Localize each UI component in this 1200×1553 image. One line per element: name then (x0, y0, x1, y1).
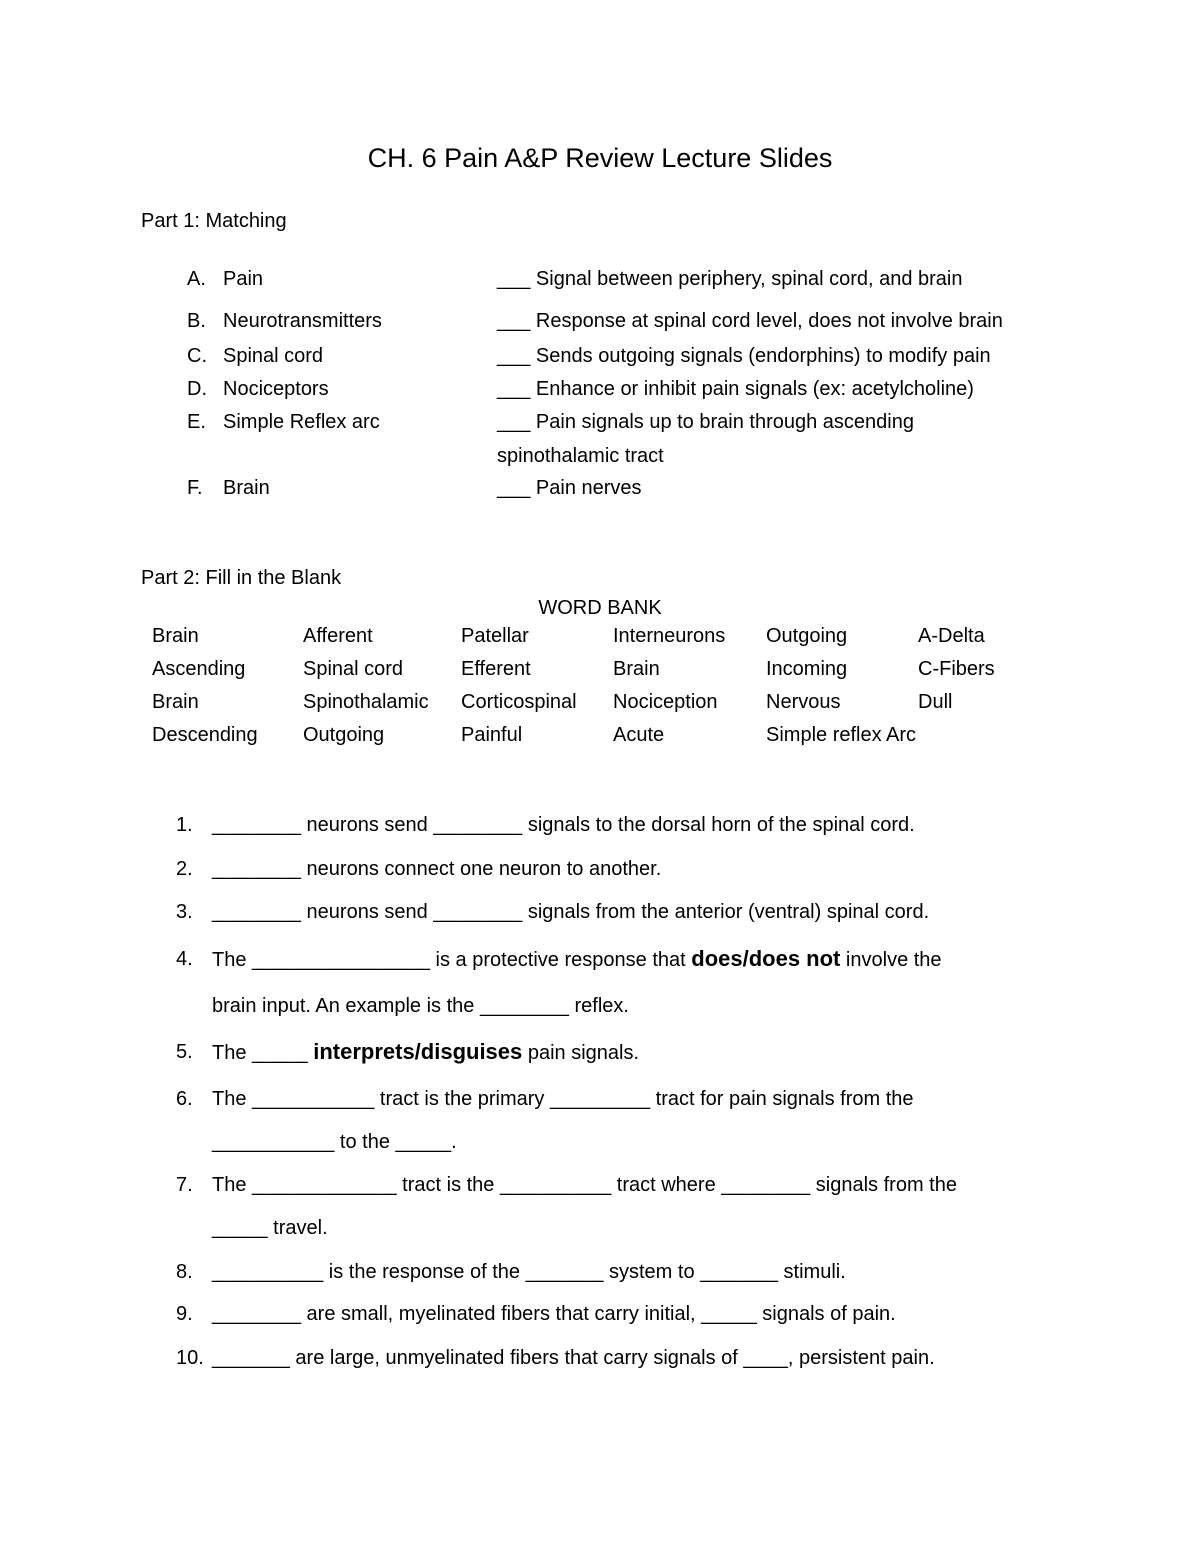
question-text: ________ neurons send ________ signals to the dorsal horn of the spinal cord. (212, 814, 915, 836)
emphasis-text: interprets/disguises (313, 1039, 523, 1064)
term-letter: D. (187, 378, 207, 400)
term-letter: A. (187, 268, 206, 290)
question-number: 2. (176, 858, 193, 880)
question-text-part: The ________________ is a protective response that (212, 949, 692, 971)
definition-item: ___ Signal between periphery, spinal cord, and brain (497, 268, 963, 290)
question-text: ________ are small, myelinated fibers that carry initial, _____ signals of pain. (212, 1303, 896, 1325)
word-bank-word: Simple reflex Arc (766, 724, 917, 746)
question-text: The ___________ tract is the primary _________ tract for pain signals from the (212, 1088, 914, 1110)
term-item: Simple Reflex arc (223, 411, 380, 433)
word-bank-word: Patellar (461, 625, 529, 647)
definition-item: ___ Pain nerves (497, 477, 642, 499)
question-text: ________ neurons connect one neuron to another. (212, 858, 662, 880)
question-text (212, 1039, 639, 1065)
word-bank-word: Brain (613, 658, 660, 680)
word-bank-word: Afferent (303, 625, 373, 647)
term-letter: E. (187, 411, 206, 433)
question-text-continued: brain input. An example is the ________ reflex. (212, 995, 629, 1017)
question-number: 6. (176, 1088, 193, 1110)
question-number: 8. (176, 1261, 193, 1283)
question-text-part: involve the (840, 949, 942, 971)
word-bank-word: Brain (152, 625, 199, 647)
word-bank-word: Outgoing (303, 724, 385, 746)
word-bank-word: Corticospinal (461, 691, 577, 713)
word-bank-word: Nervous (766, 691, 841, 713)
definition-item: ___ Enhance or inhibit pain signals (ex: acetylcholine) (497, 378, 974, 400)
question-text-part: The _____ (212, 1042, 314, 1064)
question-text-continued: _____ travel. (212, 1217, 328, 1239)
word-bank-word: Dull (918, 691, 953, 713)
emphasis-text: does/does not (691, 946, 841, 971)
word-bank-word: Spinal cord (303, 658, 404, 680)
word-bank-word: Brain (152, 691, 199, 713)
word-bank-word: Painful (461, 724, 523, 746)
question-number: 9. (176, 1303, 193, 1325)
word-bank-title: WORD BANK (538, 597, 662, 619)
question-text: _______ are large, unmyelinated fibers that carry signals of ____, persistent pain. (212, 1347, 935, 1369)
term-item: Brain (223, 477, 270, 499)
term-letter: C. (187, 345, 207, 367)
part2-heading: Part 2: Fill in the Blank (141, 567, 342, 589)
part1-heading: Part 1: Matching (141, 210, 287, 232)
term-letter: B. (187, 310, 206, 332)
question-number: 1. (176, 814, 193, 836)
definition-item: ___ Response at spinal cord level, does not involve brain (497, 310, 1003, 332)
page-title: CH. 6 Pain A&P Review Lecture Slides (367, 143, 833, 173)
definition-item: ___ Sends outgoing signals (endorphins) to modify pain (497, 345, 991, 367)
question-number: 4. (176, 948, 193, 970)
word-bank-word: Nociception (613, 691, 718, 713)
term-item: Nociceptors (223, 378, 329, 400)
word-bank-word: Outgoing (766, 625, 848, 647)
word-bank-word: Descending (152, 724, 258, 746)
term-item: Pain (223, 268, 264, 290)
word-bank-word: Efferent (461, 658, 531, 680)
question-number: 10. (176, 1347, 204, 1369)
definition-item: spinothalamic tract (497, 445, 664, 467)
word-bank-word: Acute (613, 724, 665, 746)
term-letter: F. (187, 477, 203, 499)
question-number: 3. (176, 901, 193, 923)
term-item: Spinal cord (223, 345, 324, 367)
question-number: 7. (176, 1174, 193, 1196)
question-text: __________ is the response of the _______ system to _______ stimuli. (212, 1261, 846, 1283)
word-bank-word: Spinothalamic (303, 691, 429, 713)
term-item: Neurotransmitters (223, 310, 382, 332)
question-text-continued: ___________ to the _____. (212, 1131, 457, 1153)
word-bank-word: Ascending (152, 658, 246, 680)
word-bank-word: Interneurons (613, 625, 726, 647)
question-text-part: pain signals. (522, 1042, 640, 1064)
word-bank-word: A-Delta (918, 625, 985, 647)
question-number: 5. (176, 1041, 193, 1063)
question-text (212, 946, 942, 972)
word-bank-word: C-Fibers (918, 658, 995, 680)
word-bank-word: Incoming (766, 658, 848, 680)
question-text: ________ neurons send ________ signals from the anterior (ventral) spinal cord. (212, 901, 930, 923)
definition-item: ___ Pain signals up to brain through ascending (497, 411, 914, 433)
question-text: The _____________ tract is the __________ tract where ________ signals from the (212, 1174, 957, 1196)
